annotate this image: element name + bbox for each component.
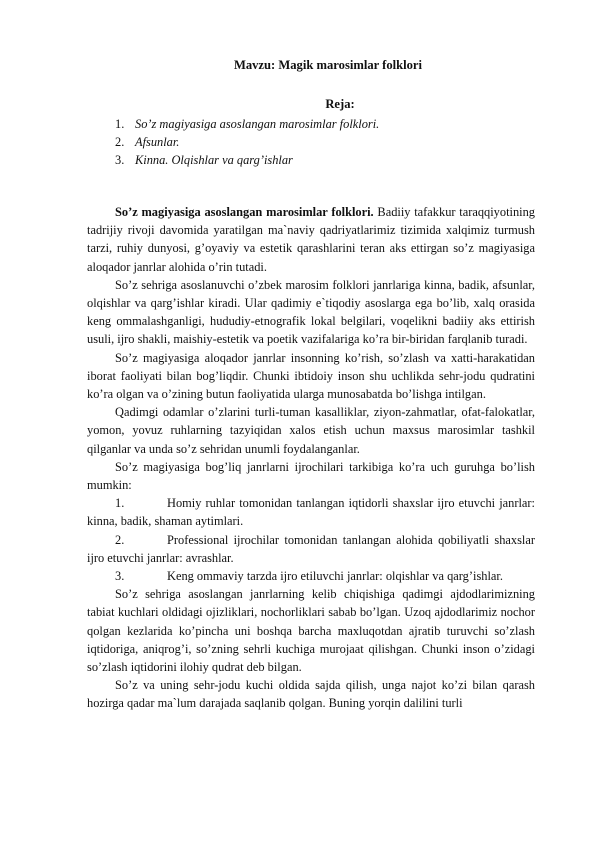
list-item — [87, 494, 535, 530]
paragraph: So’z magiyasiga bog’liq janrlarni ijrochilari tarkibiga ko’ra uch guruhga bo’lish mumkin: — [87, 459, 535, 493]
plan-item-text: Afsunlar. — [135, 135, 180, 149]
paragraph: So’z magiyasiga aloqador janrlar insonning ko’rish, so’zlash va xatti-harakatidan iborat faoliyati bilan bog’liqdir. Chunki ibtidoiy inson shu uchlikda sehr-jodu qudratini ko’ra olgan va o’zining butun faoliyatida ularga munosabatda bo’lishga intilgan. — [87, 350, 535, 402]
section-lead: So’z magiyasiga asoslangan marosimlar folklori. — [115, 205, 374, 219]
plan-item-number: 2. — [115, 135, 125, 149]
list-item-text: Professional ijrochilar tomonidan tanlangan alohida qobiliyatli shaxslar ijro etuvchi janrlar: avrashlar. — [87, 532, 535, 565]
list-item — [87, 531, 535, 567]
document-title: Mavzu: Magik marosimlar folklori — [233, 58, 423, 72]
plan-heading: Reja: — [325, 97, 355, 111]
plan-item-number: 1. — [115, 117, 125, 131]
body-text — [87, 203, 535, 713]
list-item-text: Keng ommaviy tarzda ijro etiluvchi janrlar: olqishlar va qarg’ishlar. — [167, 569, 503, 584]
paragraph: So’z va uning sehr-jodu kuchi oldida sajda qilish, unga najot ko’zi bilan qarash hozirga qadar ma`lum darajada saqlanib qolgan. Buning yorqin dalilini turli — [87, 678, 535, 711]
list-item-text: Homiy ruhlar tomonidan tanlangan iqtidorli shaxslar ijro etuvchi janrlar: kinna, badik, shaman aytimlari. — [87, 496, 535, 529]
plan-item-text: So’z magiyasiga asoslangan marosimlar folklori. — [135, 117, 380, 131]
plan-list — [115, 115, 535, 169]
plan-item-number: 3. — [115, 153, 125, 167]
list-item-number: 1. — [115, 496, 125, 511]
plan-item — [115, 151, 535, 169]
plan-item — [115, 115, 535, 133]
paragraph: So’z sehriga asoslanuvchi o’zbek marosim folklori janrlariga kinna, badik, afsunlar, olqishlar va qarg’ishlar kiradi. Ular qadimiy e`tiqodiy asoslarga ega bo’lib, xalq orasida keng ommalashganligi, hududiy-etnografik lokal belgilari, voqelikni badiiy aks ettirish usuli, ijro shakli, maishiy-estetik va poetik vazifalariga ko’ra bir-biridan farqlanib turadi. — [87, 277, 535, 347]
paragraph: So’z sehriga asoslangan janrlarning kelib chiqishiga qadimgi ajdodlarimizning tabiat kuchlari oldidagi ojizliklari, nochorliklari sabab bo’lgan. Uzoq ajdodlarimiz nochor qolgan kezlarida ko’pincha uni boshqa barcha maxluqotdan ajratib turuvchi so’zlash iqtidoriga, aniqrog’i, so’zning sehrli kuchiga murojaat qilishgan. Chunki inson o’zidagi so’zlash iqtidorini ilohiy qudrat deb bilgan. — [87, 587, 535, 675]
plan-item-text: Kinna. Olqishlar va qarg’ishlar — [135, 153, 293, 167]
paragraph-text: Badiiy tafakkur taraqqiyotining tadrijiy rivoji davomida yaratilgan ma`naviy qadriyatlarimiz tizimida xalqimiz turmush tarzi, ruhiy dunyosi, g’oyaviy va estetik qarashlarini teran aks ettirgan so’z magiyasiga aloqador janrlar alohida o’rin tutadi. — [87, 205, 535, 274]
list-item-number: 2. — [115, 532, 125, 547]
list-item — [87, 567, 535, 585]
paragraph — [87, 203, 535, 276]
plan-item — [115, 133, 535, 151]
list-item-number: 3. — [115, 569, 125, 584]
paragraph: Qadimgi odamlar o’zlarini turli-tuman kasalliklar, ziyon-zahmatlar, ofat-falokatlar, yomon, yovuz ruhlarning tazyiqidan xalos etish uchun maxsus marosimlar tashkil qilganlar va unda so’z sehridan unumli foydalanganlar. — [87, 405, 535, 456]
